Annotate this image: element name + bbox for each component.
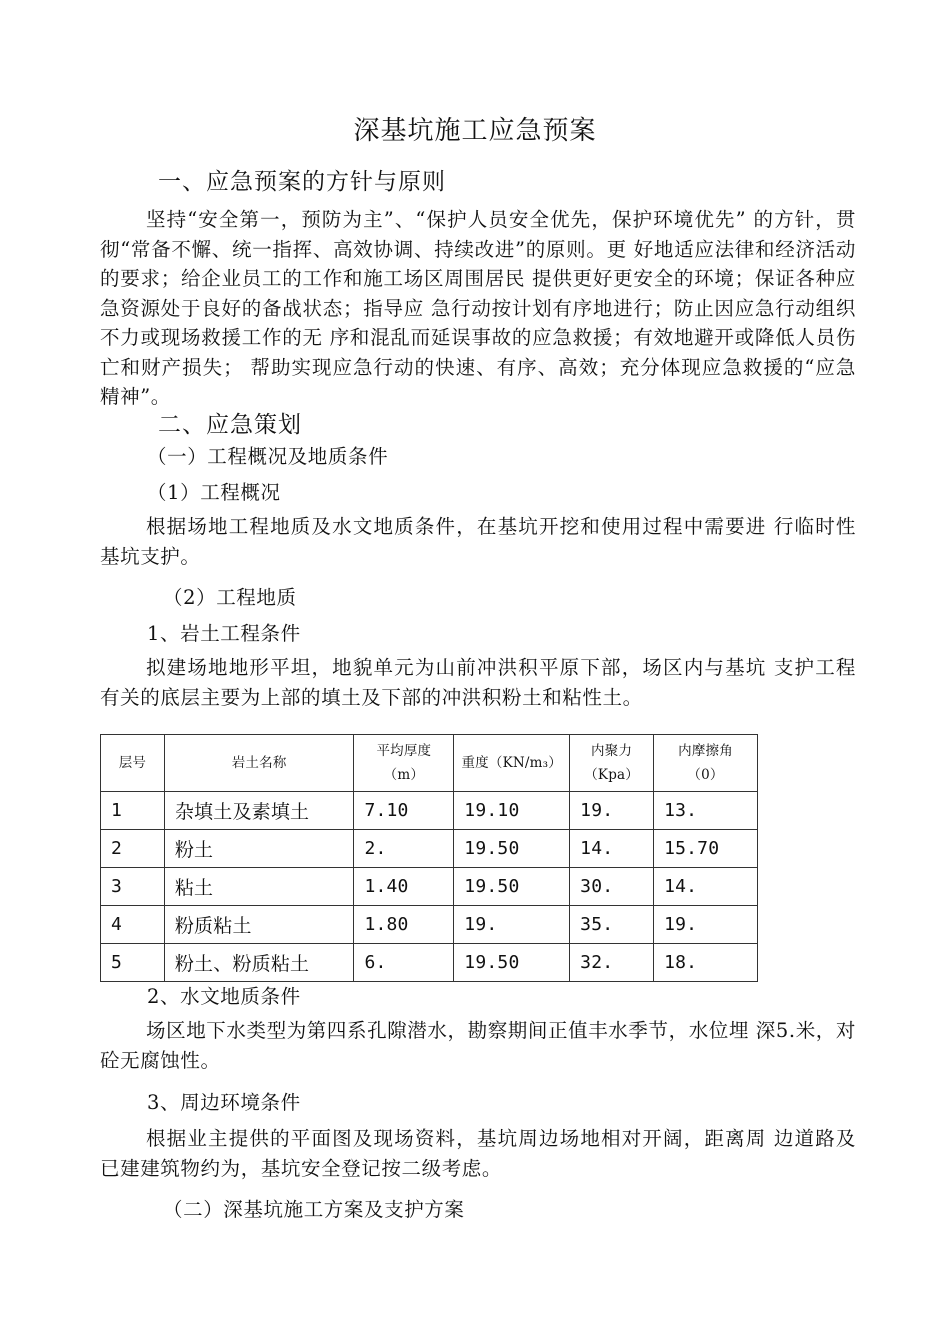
cell-name: 杂填土及素填土	[164, 792, 354, 830]
cell-weight: 19.50	[454, 944, 570, 982]
header-weight: 重度（KN/m₃）	[454, 735, 570, 792]
header-friction: 内摩擦角 （0）	[654, 735, 758, 792]
cell-layer: 1	[101, 792, 165, 830]
cell-thickness: 1.40	[354, 868, 454, 906]
cell-thickness: 6.	[354, 944, 454, 982]
section-heading-2: 二、应急策划	[158, 412, 302, 438]
section-heading-1: 一、应急预案的方针与原则	[158, 169, 446, 195]
table-row	[101, 906, 758, 944]
cell-friction: 18.	[654, 944, 758, 982]
cell-layer: 5	[101, 944, 165, 982]
cell-cohesion: 32.	[570, 944, 654, 982]
cell-weight: 19.50	[454, 830, 570, 868]
header-thickness: 平均厚度 （m）	[354, 735, 454, 792]
subheading-hydrogeology: 2、水文地质条件	[147, 985, 301, 1008]
paragraph-geotechnical: 拟建场地地形平坦，地貌单元为山前冲洪积平原下部，场区内与基坑 支护工程有关的底层主要为上部的填土及下部的冲洪积粉土和粘性土。	[100, 656, 856, 709]
cell-name: 粉土、粉质粘土	[164, 944, 354, 982]
paragraph-surroundings: 根据业主提供的平面图及现场资料，基坑周边场地相对开阔，距离周 边道路及已建建筑物约为，基坑安全登记按二级考虑。	[100, 1127, 856, 1180]
paragraph-principles: 坚持“安全第一，预防为主”、“保护人员安全优先，保护环境优先” 的方针，贯彻“常备不懈、统一指挥、高效协调、持续改进”的原则。更 好地适应法律和经济活动的要求；给企业员工的工作和施工场区周围居民 提供更好更安全的环境；保证各种应急资源处于良好的备战状态；指导应 急行动按计划有序地进行；防止因应急行动组织不力或现场救援工作的无 序和混乱而延误事故的应急救援；有效地避开或降低人员伤亡和财产损失； 帮助实现应急行动的快速、有序、高效；充分体现应急救援的“应急精神”。	[100, 208, 856, 408]
table-header-row	[101, 735, 758, 792]
cell-thickness: 2.	[354, 830, 454, 868]
cell-friction: 19.	[654, 906, 758, 944]
header-cohesion: 内聚力 （Kpa）	[570, 735, 654, 792]
cell-thickness: 1.80	[354, 906, 454, 944]
cell-layer: 4	[101, 906, 165, 944]
cell-weight: 19.50	[454, 868, 570, 906]
document-title: 深基坑施工应急预案	[353, 116, 597, 146]
cell-friction: 14.	[654, 868, 758, 906]
subheading-construction-plan: （二）深基坑施工方案及支护方案	[163, 1198, 465, 1221]
cell-cohesion: 35.	[570, 906, 654, 944]
cell-layer: 2	[101, 830, 165, 868]
table-row	[101, 944, 758, 982]
paragraph-hydrogeology: 场区地下水类型为第四系孔隙潜水，勘察期间正值丰水季节，水位埋 深5.米，对砼无腐蚀性。	[100, 1019, 857, 1072]
header-layer: 层号	[101, 735, 165, 792]
cell-thickness: 7.10	[354, 792, 454, 830]
cell-cohesion: 14.	[570, 830, 654, 868]
cell-name: 粘土	[164, 868, 354, 906]
soil-properties-table	[100, 734, 758, 982]
subheading-overview-geology: （一）工程概况及地质条件	[147, 445, 389, 468]
cell-weight: 19.	[454, 906, 570, 944]
cell-friction: 15.70	[654, 830, 758, 868]
cell-name: 粉土	[164, 830, 354, 868]
subheading-engineering-geology: （2）工程地质	[163, 586, 297, 609]
cell-name: 粉质粘土	[164, 906, 354, 944]
cell-friction: 13.	[654, 792, 758, 830]
subheading-project-overview: （1）工程概况	[147, 481, 281, 504]
cell-weight: 19.10	[454, 792, 570, 830]
paragraph-project-overview: 根据场地工程地质及水文地质条件，在基坑开挖和使用过程中需要进 行临时性基坑支护。	[100, 515, 856, 568]
header-name: 岩土名称	[164, 735, 354, 792]
table-row	[101, 830, 758, 868]
cell-cohesion: 30.	[570, 868, 654, 906]
table-row	[101, 868, 758, 906]
cell-cohesion: 19.	[570, 792, 654, 830]
subheading-geotechnical: 1、岩土工程条件	[147, 622, 301, 645]
table-row	[101, 792, 758, 830]
subheading-surroundings: 3、周边环境条件	[147, 1091, 301, 1114]
cell-layer: 3	[101, 868, 165, 906]
